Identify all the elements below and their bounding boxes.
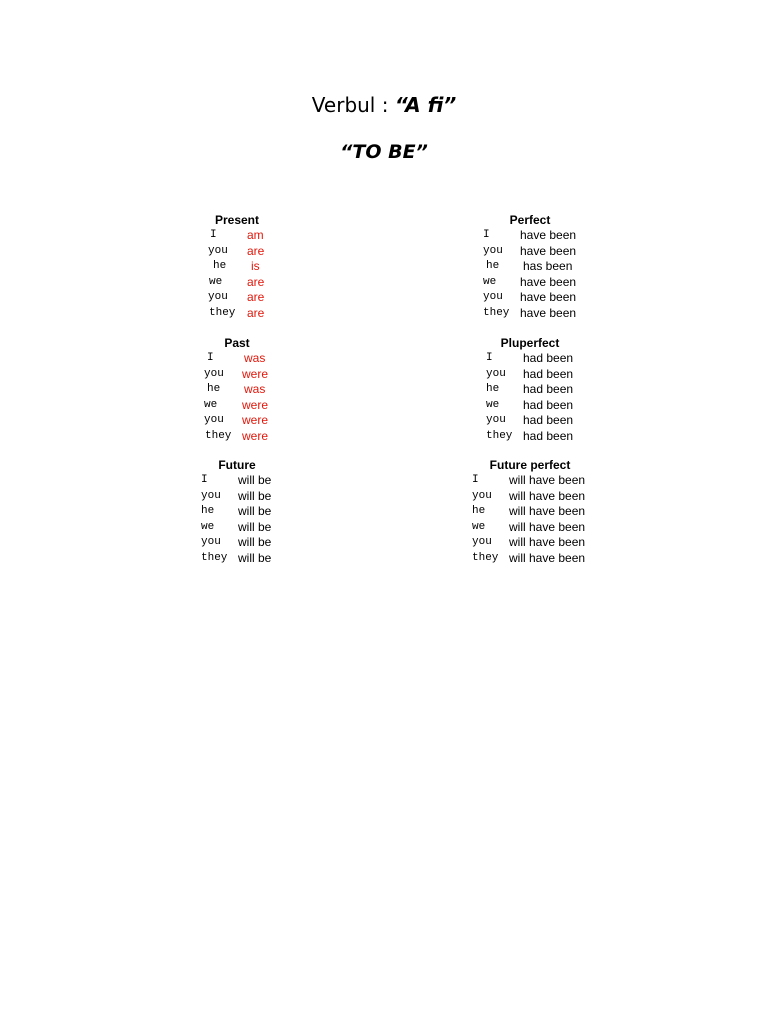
conjugation-row: [420, 398, 640, 414]
pronoun: we: [472, 520, 486, 533]
verb-form: am: [247, 228, 264, 242]
verb-form: were: [242, 366, 269, 381]
pronoun: they: [209, 306, 236, 319]
pronoun: you: [201, 489, 221, 502]
conjugation-row: [420, 489, 640, 505]
verb-form: had been: [523, 366, 574, 381]
conjugation-row: [420, 504, 640, 520]
verb-form: are: [247, 305, 265, 320]
pronoun: you: [483, 244, 503, 257]
conjugation-row: [420, 275, 640, 291]
conjugation-row: [127, 551, 347, 567]
conjugation-row: [127, 382, 347, 398]
page-title: [0, 89, 768, 121]
tense-future: [127, 458, 347, 566]
pronoun: I: [472, 474, 479, 486]
pronoun: you: [208, 291, 228, 303]
verb-form: were: [242, 428, 269, 443]
conjugation-row: [420, 244, 640, 260]
verb-form: were: [242, 397, 269, 412]
verb-form: had been: [523, 351, 574, 365]
conjugation-row: [420, 290, 640, 306]
tense-past: [127, 336, 347, 444]
pronoun: you: [472, 536, 492, 548]
verb-form: had been: [523, 413, 574, 427]
conjugation-row: [420, 228, 640, 244]
conjugation-row: [127, 244, 347, 260]
conjugation-row: [420, 520, 640, 536]
pronoun: he: [213, 260, 227, 272]
conjugation-row: [127, 429, 347, 445]
pronoun: you: [208, 244, 228, 257]
pronoun: they: [486, 429, 513, 442]
pronoun: I: [486, 352, 493, 364]
verb-form: have been: [520, 274, 577, 289]
pronoun: he: [207, 383, 221, 395]
tense-heading: Future perfect: [489, 458, 571, 472]
verb-form: have been: [520, 228, 577, 242]
verb-form: are: [247, 243, 265, 258]
verb-form: will be: [238, 519, 272, 534]
verb-form: will be: [238, 488, 272, 503]
conjugation-row: [127, 413, 347, 429]
title-prefix: Verbul :: [311, 93, 395, 117]
pronoun: he: [201, 505, 215, 517]
pronoun: we: [483, 275, 497, 288]
conjugation-row: [127, 504, 347, 520]
conjugation-row: [420, 429, 640, 445]
conjugation-row: [127, 367, 347, 383]
tense-heading: Present: [214, 213, 260, 227]
page-subtitle: “TO BE”: [340, 141, 428, 163]
verb-form: will have been: [509, 504, 586, 518]
pronoun: they: [201, 551, 228, 564]
conjugation-row: [420, 259, 640, 275]
tense-heading: Perfect: [509, 213, 551, 227]
pronoun: you: [204, 367, 224, 380]
pronoun: you: [201, 536, 221, 548]
conjugation-row: [127, 290, 347, 306]
pronoun: he: [472, 505, 486, 517]
verb-form: have been: [520, 290, 577, 304]
verb-form: were: [242, 413, 269, 427]
pronoun: you: [472, 489, 492, 502]
conjugation-row: [420, 473, 640, 489]
tense-perfect: [420, 213, 640, 321]
tense-pluperfect: [420, 336, 640, 444]
pronoun: you: [486, 367, 506, 380]
conjugation-row: [127, 520, 347, 536]
conjugation-row: [127, 473, 347, 489]
verb-form: had been: [523, 382, 574, 396]
pronoun: I: [201, 474, 208, 486]
conjugation-row: [420, 551, 640, 567]
tense-heading: Pluperfect: [500, 336, 560, 350]
conjugation-row: [420, 413, 640, 429]
verb-form: will be: [238, 504, 272, 518]
verb-form: is: [251, 259, 260, 273]
verb-form: will have been: [509, 488, 586, 503]
pronoun: we: [201, 520, 215, 533]
pronoun: you: [204, 414, 224, 426]
tense-future-perfect: [420, 458, 640, 566]
verb-form: will have been: [509, 519, 586, 534]
pronoun: he: [486, 383, 500, 395]
pronoun: they: [472, 551, 499, 564]
conjugation-row: [420, 351, 640, 367]
pronoun: I: [207, 352, 214, 364]
verb-form: will be: [238, 473, 272, 487]
verb-form: have been: [520, 305, 577, 320]
verb-form: has been: [523, 259, 573, 273]
pronoun: they: [205, 429, 232, 442]
pronoun: I: [483, 229, 490, 241]
pronoun: he: [486, 260, 500, 272]
pronoun: we: [204, 398, 218, 411]
conjugation-row: [127, 351, 347, 367]
verb-form: will be: [238, 550, 272, 565]
conjugation-row: [127, 275, 347, 291]
verb-form: had been: [523, 397, 574, 412]
verb-form: had been: [523, 428, 574, 443]
title-emphasis: “A fi”: [394, 93, 457, 117]
verb-form: was: [244, 351, 266, 365]
verb-form: will be: [238, 535, 272, 549]
verb-form: will have been: [509, 550, 586, 565]
conjugation-row: [420, 367, 640, 383]
verb-form: was: [244, 382, 266, 396]
verb-form: are: [247, 290, 265, 304]
verb-form: will have been: [509, 535, 586, 549]
tense-heading: Future: [218, 458, 256, 472]
tense-heading: Past: [224, 336, 250, 350]
conjugation-row: [127, 489, 347, 505]
conjugation-row: [420, 382, 640, 398]
conjugation-row: [420, 306, 640, 322]
verb-form: will have been: [509, 473, 586, 487]
pronoun: you: [483, 291, 503, 303]
pronoun: I: [210, 229, 217, 241]
tense-present: [127, 213, 347, 321]
pronoun: they: [483, 306, 510, 319]
conjugation-row: [127, 228, 347, 244]
verb-form: are: [247, 274, 265, 289]
verb-form: have been: [520, 243, 577, 258]
pronoun: you: [486, 414, 506, 426]
conjugation-row: [127, 535, 347, 551]
conjugation-row: [420, 535, 640, 551]
conjugation-row: [127, 259, 347, 275]
conjugation-row: [127, 306, 347, 322]
conjugation-row: [127, 398, 347, 414]
pronoun: we: [209, 275, 223, 288]
pronoun: we: [486, 398, 500, 411]
